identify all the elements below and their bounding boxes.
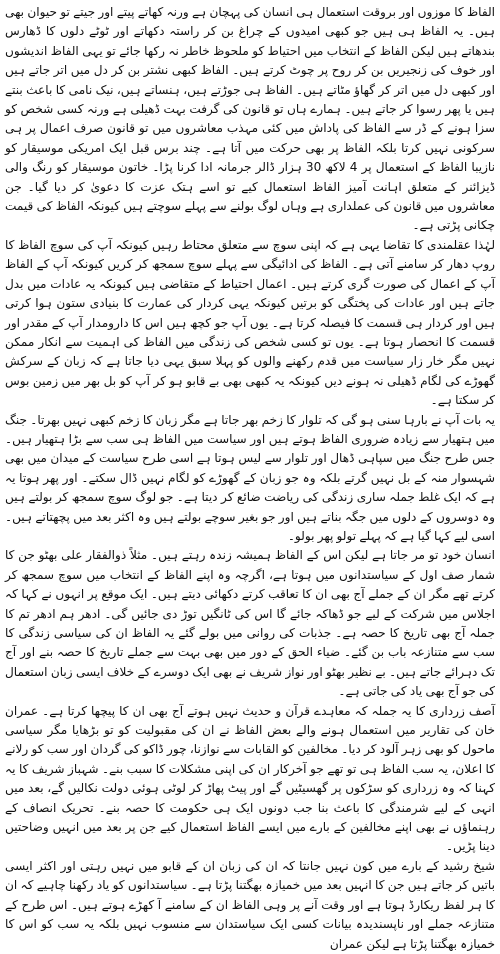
article-paragraph: لہٰذا عقلمندی کا تقاضا یہی ہے کہ اپنی سوچ سے متعلق محتاط رہیں کیونکہ آپ کی سوچ الفاظ کا روپ دھار کر سامنے آتی ہے۔ الفاظ کی ادائیگی سے پہلے سوچ سمجھ کر کریں کیونکہ آپ کے الفاظ آپ کے اعمال کی صورت گری کرتے ہیں۔ اعمال احتیاط کے متقاضی ہیں کیونکہ یہ عادات میں بدل جاتے ہیں اور عادات کی پختگی کو برتیں کیونکہ یہی کردار کی عمارت کا بنیادی ستون ہوا کرتی ہیں اور کردار ہی قسمت کا فیصلہ کرتا ہے۔ یوں آپ جو کچھ ہیں اس کا دارومدار آپ کے مقدر اور قسمت کا انحصار ہوتا ہے۔ یوں تو کسی شخص کی زندگی میں الفاظ کی اہمیت سے انکار ممکن نہیں مگر خار زار سیاست میں قدم رکھنے والوں کو پہلا سبق یہی دیا جاتا ہے کہ زبان کے سرکش گھوڑے کی لگام ڈھیلی نہ ہونے دیں کیونکہ یہ کبھی بھی بے قابو ہو کر آپ کو بل بھر میں زمین بوس کر سکتا ہے۔ — [5, 237, 495, 408]
article-paragraph: الفاظ کا موزوں اور بروقت استعمال ہی انسان کی پہچان ہے ورنہ کھاتے پیتے اور جیتے تو حیوان بھی ہیں۔ یہ الفاظ ہی ہیں جو کبھی امیدوں کے چراغ بن کر راستہ دکھاتے اور ٹوٹے دلوں کا ڈھارس بندھاتے ہیں لیکن الفاظ کے انتخاب میں احتیاط کو ملحوظ خاطر نہ رکھا جائے تو یہی الفاظ اندیشوں اور خوف کی زنجیریں بن کر روح پر چوٹ کرتے ہیں۔ الفاظ کبھی نشتر بن کر دل میں اتر جاتے ہیں اور کبھی دل میں اتر کر گھاؤ مٹاتے ہیں۔ الفاظ ہی جوڑتے ہیں، ہنساتے ہیں، نیک نامی کا باعث بنتے ہیں یا پھر رسوا کر جاتے ہیں۔ ہمارے ہاں تو قانون کی گرفت بہت ڈھیلی ہے ورنہ کسی شخص کو سزا ہونے کے ڈر سے الفاظ کی پاداش میں کئی مہذب معاشروں میں تو قانون صرف اعمال پر ہی سرکونی نہیں کرتا بلکہ الفاظ پر بھی حرکت میں آتا ہے۔ چند برس قبل ایک امریکی موسیقار کو نازیبا الفاظ کے استعمال پر 4 لاکھ 30 ہزار ڈالر جرمانہ ادا کرنا پڑا۔ خاتون موسیقار کو رنگ والی ڈیزائنر کے متعلق اہانت آمیز الفاظ استعمال کیے تو اسے ہتک عزت کا دعویٰ کر دیا گیا۔ جن معاشروں میں قانون کی عملداری ہے وہاں لوگ بولنے سے پہلے سوچتے ہیں کیونکہ الفاظ کی قیمت چکانی پڑتی ہے۔ — [5, 5, 495, 233]
article-paragraph: انسان خود تو مر جاتا ہے لیکن اس کے الفاظ ہمیشہ زندہ رہتے ہیں۔ مثلاً ذوالفقار علی بھٹو جن کا شمار صف اول کے سیاستدانوں میں ہوتا ہے، اگرچہ وہ اپنے الفاظ کے انتخاب میں سوچ سمجھ کر کرتے تھے مگر ان کے جملے آج بھی ان کا تعاقب کرتے دکھائی دیتے ہیں۔ ایک موقع پر انہوں نے کہا کہ اجلاس میں شرکت کے لیے جو ڈھاکہ جائے گا اس کی ٹانگیں توڑ دی جائیں گی۔ ادھر ہم ادھر تم کا جملہ آج بھی تاریخ کا حصہ ہے۔ جذبات کی روانی میں بولے گئے یہ الفاظ ان کی سیاسی زندگی کا سب سے متنازعہ باب بن گئے۔ ضیاء الحق کے دور میں بھی بہت سے جملے تاریخ کا حصہ بنے اور آج تک دہرائے جاتے ہیں۔ بے نظیر بھٹو اور نواز شریف نے بھی ایک دوسرے کے خلاف ایسی زبان استعمال کی جو آج بھی یاد کی جاتی ہے۔ — [5, 548, 495, 699]
article-paragraph: شیخ رشید کے بارے میں کون نہیں جانتا کہ ان کی زبان ان کے قابو میں نہیں رہتی اور اکثر ایسی باتیں کر جاتے ہیں جن کا انہیں بعد میں خمیازہ بھگتنا پڑتا ہے۔ سیاستدانوں کو یاد رکھنا چاہیے کہ ان کا ہر لفظ ریکارڈ ہوتا ہے اور وقت آنے پر وہی الفاظ ان کے سامنے آ کھڑے ہوتے ہیں۔ اس طرح کے متنازعہ جملے اور ناپسندیدہ بیانات کسی ایک سیاستدان سے منسوب نہیں بلکہ یہ سب کو اس کا خمیازہ بھگتنا پڑتا ہے لیکن عمران — [5, 858, 495, 951]
article-paragraph: آصف زرداری کا یہ جملہ کہ معاہدے قرآن و حدیث نہیں ہوتے آج بھی ان کا پیچھا کرتا ہے۔ عمران خان کی تقاریر میں استعمال ہونے والے بعض الفاظ نے ان کی مقبولیت کو تو بڑھایا مگر سیاسی ماحول کو بھی زہر آلود کر دیا۔ مخالفین کو القابات سے نوازنا، چور ڈاکو کی گردان اور سب کو رلانے کا اعلان، یہ سب الفاظ ہی تو تھے جو آخرکار ان کی اپنی مشکلات کا سبب بنے۔ شہباز شریف کا یہ کہنا کہ وہ زرداری کو سڑکوں پر گھسیٹیں گے اور پیٹ پھاڑ کر لوٹی ہوئی دولت نکالیں گے، بعد میں انہی کے لیے شرمندگی کا باعث بنا جب دونوں ایک ہی حکومت کا حصہ بنے۔ تحریک انصاف کے رہنماؤں نے بھی اپنے مخالفین کے بارے میں ایسے الفاظ استعمال کیے جن پر بعد میں انہیں وضاحتیں دینا پڑیں۔ — [5, 703, 495, 854]
article-paragraph: یہ بات آپ نے بارہا سنی ہو گی کہ تلوار کا زخم بھر جاتا ہے مگر زبان کا زخم کبھی نہیں بھرتا۔ جنگ میں ہتھیار سے زیادہ ضروری الفاظ ہوتے ہیں اور سیاست میں الفاظ ہی سب سے بڑا ہتھیار ہیں۔ جس طرح جنگ میں سپاہی ڈھال اور تلوار سے لیس ہوتا ہے اسی طرح سیاست کے میدان میں بھی شہسوار منہ کے بل نہیں گرتے بلکہ وہ جو زبان کے گھوڑے کو لگام نہیں ڈال سکتے۔ اور پھر ہوتا یہ ہے کہ ایک غلط جملہ ساری زندگی کی ریاضت ضائع کر دیتا ہے۔ جو لوگ سوچ سمجھ کر بولتے ہیں وہ دوسروں کے دلوں میں جگہ بناتے ہیں اور جو بغیر سوچے بولتے ہیں وہ اکثر بعد میں پچھتاتے ہیں۔ اسی لیے کہا گیا ہے کہ پہلے تولو پھر بولو۔ — [5, 412, 495, 543]
urdu-article-body — [5, 3, 495, 954]
